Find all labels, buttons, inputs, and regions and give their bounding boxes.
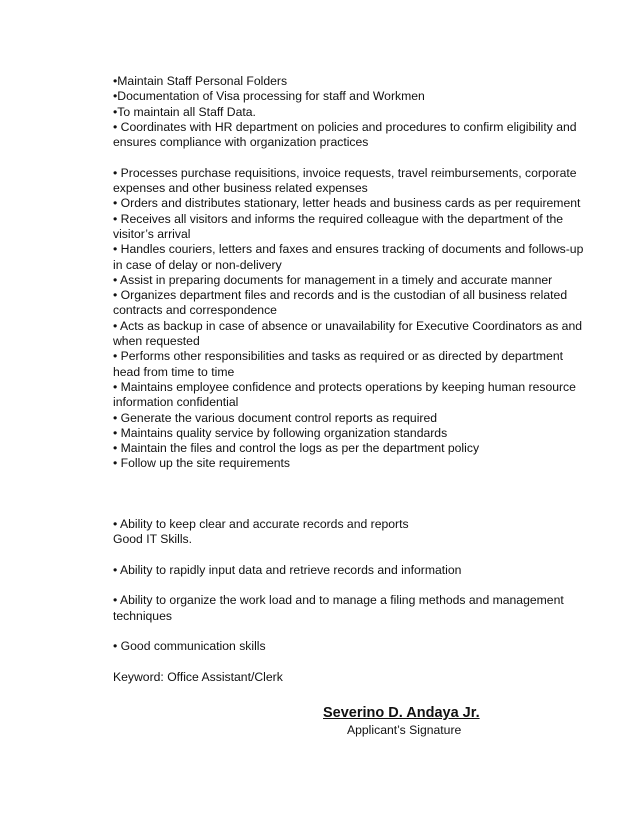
- keyword-line: Keyword: Office Assistant/Clerk: [113, 669, 283, 684]
- spacer: [113, 472, 563, 517]
- text-line: information confidential: [113, 395, 239, 410]
- text-line: • Organizes department files and records and is the custodian of all business related: [113, 288, 568, 303]
- text-line: when requested: [113, 334, 200, 349]
- text-line: head from time to time: [113, 364, 235, 379]
- text-line: • Handles couriers, letters and faxes and ensures tracking of documents and follows-up: [113, 242, 584, 257]
- text-line: Good IT Skills.: [113, 532, 193, 547]
- spacer: [113, 547, 563, 562]
- skills-list: [113, 517, 563, 685]
- signature-label: Applicant’s Signature: [347, 723, 462, 737]
- text-line: • Maintains quality service by following organization standards: [113, 425, 448, 440]
- text-line: •To maintain all Staff Data.: [113, 104, 256, 119]
- text-line: • Coordinates with HR department on policies and procedures to confirm eligibility and: [113, 119, 577, 134]
- text-line: •Documentation of Visa processing for staff and Workmen: [113, 89, 425, 104]
- duties-list-1: [113, 74, 577, 150]
- spacer: [113, 578, 563, 593]
- text-line: techniques: [113, 608, 172, 623]
- text-line: • Maintain the files and control the logs as per the department policy: [113, 441, 480, 456]
- document-body: [113, 74, 584, 685]
- text-line: in case of delay or non-delivery: [113, 257, 282, 272]
- text-line: ensures compliance with organization practices: [113, 135, 369, 150]
- text-line: • Processes purchase requisitions, invoice requests, travel reimbursements, corporate: [113, 165, 577, 180]
- text-line: • Ability to rapidly input data and retrieve records and information: [113, 562, 462, 577]
- text-line: visitor’s arrival: [113, 226, 191, 241]
- spacer: [113, 654, 563, 669]
- text-line: • Acts as backup in case of absence or unavailability for Executive Coordinators as and: [113, 318, 583, 333]
- text-line: expenses and other business related expenses: [113, 181, 368, 196]
- text-line: • Good communication skills: [113, 639, 266, 654]
- text-line: • Generate the various document control reports as required: [113, 410, 438, 425]
- text-line: • Ability to organize the work load and to manage a filing methods and management: [113, 593, 564, 608]
- spacer: [113, 150, 563, 165]
- text-line: • Assist in preparing documents for management in a timely and accurate manner: [113, 272, 553, 287]
- text-line: • Ability to keep clear and accurate records and reports: [113, 516, 409, 531]
- text-line: • Maintains employee confidence and protects operations by keeping human resource: [113, 379, 576, 394]
- text-line: contracts and correspondence: [113, 303, 277, 318]
- spacer: [113, 624, 563, 639]
- signature-name: Severino D. Andaya Jr.: [323, 705, 480, 721]
- duties-list-2: [113, 165, 584, 472]
- text-line: •Maintain Staff Personal Folders: [113, 74, 288, 88]
- text-line: • Orders and distributes stationary, letter heads and business cards as per requirement: [113, 196, 581, 211]
- text-line: • Follow up the site requirements: [113, 456, 291, 471]
- text-line: • Performs other responsibilities and tasks as required or as directed by department: [113, 349, 564, 364]
- text-line: • Receives all visitors and informs the required colleague with the department of the: [113, 211, 564, 226]
